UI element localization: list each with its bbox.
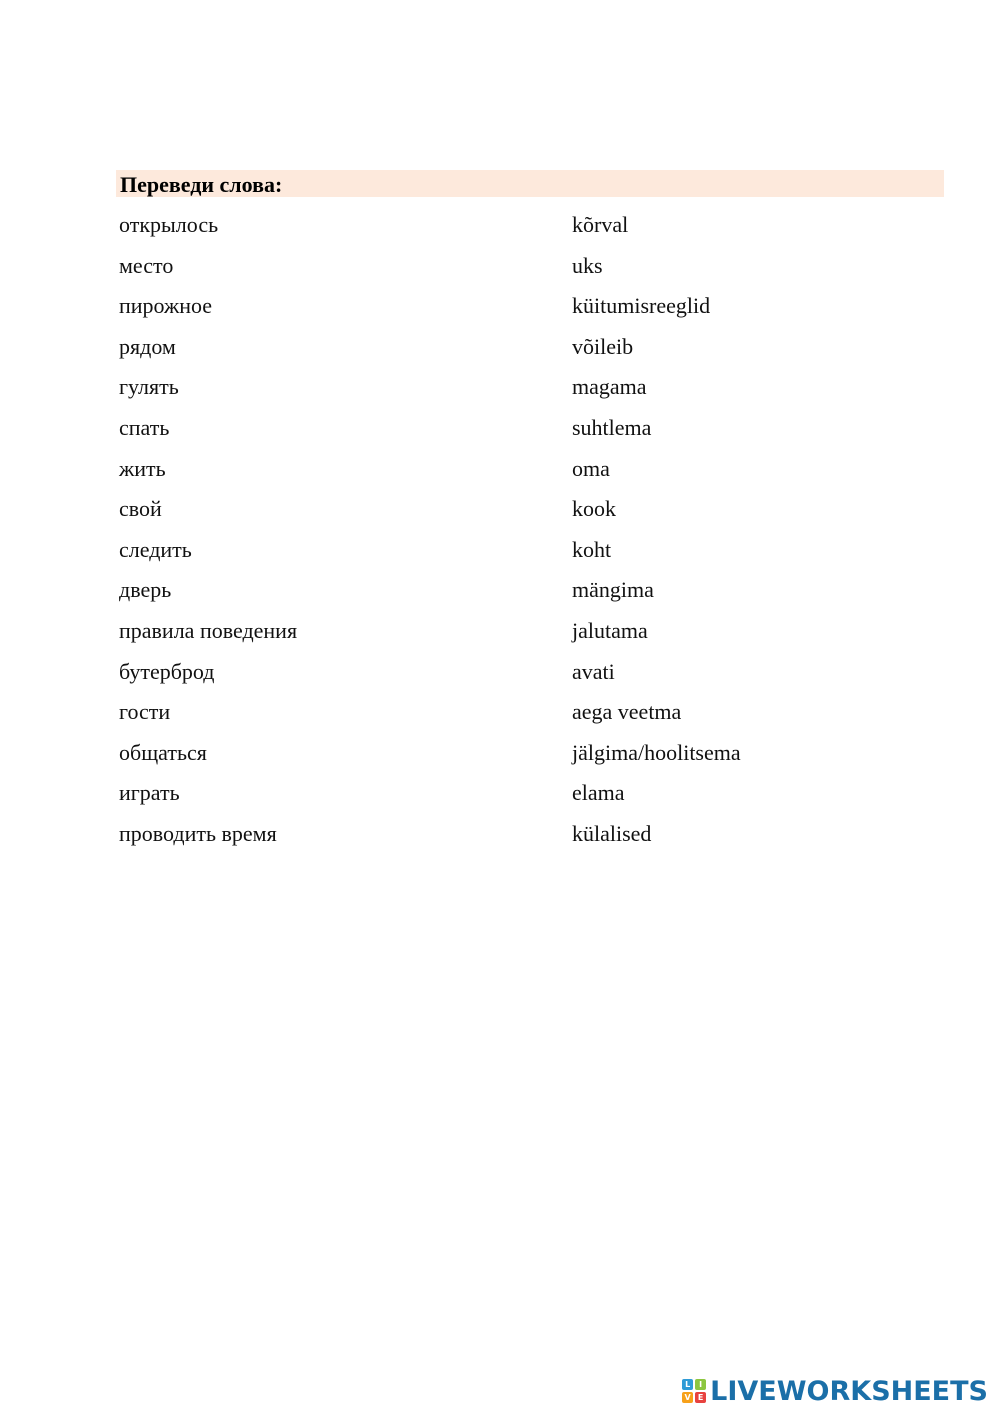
estonian-word: magama xyxy=(572,374,647,400)
russian-word: место xyxy=(119,252,174,278)
word-list xyxy=(119,205,919,855)
word-row xyxy=(119,611,919,652)
word-row xyxy=(119,530,919,571)
estonian-word: küitumisreeglid xyxy=(572,293,711,319)
russian-word: бутерброд xyxy=(119,658,215,684)
estonian-word: võileib xyxy=(572,333,634,359)
estonian-word: avati xyxy=(572,658,615,684)
russian-word: проводить время xyxy=(119,820,277,846)
russian-word: играть xyxy=(119,780,180,806)
word-row xyxy=(119,367,919,408)
word-row xyxy=(119,814,919,855)
logo-mark-icon xyxy=(682,1379,706,1403)
russian-word: свой xyxy=(119,496,162,522)
word-row xyxy=(119,408,919,449)
russian-word: открылось xyxy=(119,212,219,237)
liveworksheets-logo xyxy=(682,1374,988,1408)
estonian-word: mängima xyxy=(572,577,654,603)
estonian-word: oma xyxy=(572,455,610,481)
russian-word: спать xyxy=(119,414,170,440)
estonian-word: aega veetma xyxy=(572,699,682,725)
logo-text: LIVEWORKSHEETS xyxy=(710,1375,988,1407)
estonian-word: uks xyxy=(572,252,603,278)
worksheet-heading-bar xyxy=(116,170,944,197)
word-row xyxy=(119,773,919,814)
word-row xyxy=(119,449,919,490)
russian-word: гулять xyxy=(119,374,179,400)
word-row xyxy=(119,327,919,368)
logo-cell: L xyxy=(682,1379,693,1390)
word-row xyxy=(119,570,919,611)
word-row xyxy=(119,733,919,774)
word-row xyxy=(119,205,919,246)
word-row xyxy=(119,489,919,530)
estonian-word: koht xyxy=(572,536,612,562)
russian-word: правила поведения xyxy=(119,617,298,643)
logo-cell: V xyxy=(682,1392,693,1403)
russian-word: жить xyxy=(119,455,166,481)
estonian-word: jalutama xyxy=(572,617,648,643)
estonian-word: jälgima/hoolitsema xyxy=(572,739,741,765)
russian-word: дверь xyxy=(119,577,172,603)
worksheet-heading: Переведи слова: xyxy=(120,172,283,197)
estonian-word: kõrval xyxy=(572,212,629,237)
russian-word: пирожное xyxy=(119,293,213,319)
russian-word: следить xyxy=(119,536,192,562)
estonian-word: külalised xyxy=(572,820,652,846)
estonian-word: elama xyxy=(572,780,625,806)
estonian-word: kook xyxy=(572,496,616,522)
word-row xyxy=(119,652,919,693)
estonian-word: suhtlema xyxy=(572,414,652,440)
russian-word: общаться xyxy=(119,739,207,765)
russian-word: гости xyxy=(119,699,171,725)
word-row xyxy=(119,246,919,287)
word-row xyxy=(119,692,919,733)
logo-cell: I xyxy=(695,1379,706,1390)
russian-word: рядом xyxy=(119,333,176,359)
word-row xyxy=(119,286,919,327)
logo-cell: E xyxy=(695,1392,706,1403)
